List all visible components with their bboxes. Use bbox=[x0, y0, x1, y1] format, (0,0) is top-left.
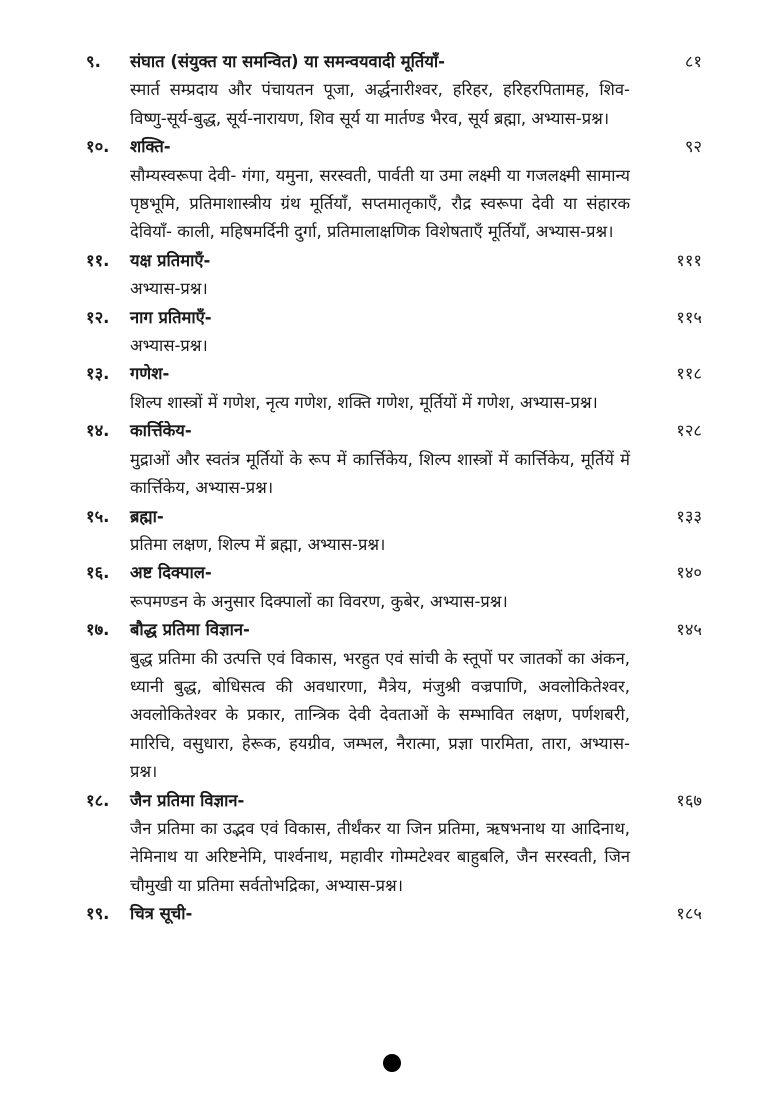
entry-heading bbox=[86, 559, 702, 587]
chapter-topics: रूपमण्डन के अनुसार दिक्पालों का विवरण, कुबेर, अभ्यास-प्रश्न। bbox=[130, 591, 508, 611]
chapter-number: १५. bbox=[86, 506, 110, 526]
chapter-number: १४. bbox=[86, 421, 110, 441]
entry-heading bbox=[86, 133, 702, 161]
entry-heading bbox=[86, 787, 702, 815]
toc-entry bbox=[86, 304, 702, 361]
chapter-title: नाग प्रतिमाएँ- bbox=[130, 307, 212, 327]
chapter-number: १६. bbox=[86, 563, 110, 583]
toc-entry bbox=[86, 900, 702, 928]
page-number: १३३ bbox=[676, 506, 702, 526]
chapter-number: ११. bbox=[86, 250, 110, 270]
chapter-topics: शिल्प शास्त्रों में गणेश, नृत्य गणेश, शक्ति गणेश, मूर्तियों में गणेश, अभ्यास-प्रश्न। bbox=[130, 392, 598, 412]
page-number: १६७ bbox=[676, 790, 702, 810]
chapter-topics: प्रतिमा लक्षण, शिल्प में ब्रह्मा, अभ्यास-प्रश्न। bbox=[130, 534, 386, 554]
chapter-topics: स्मार्त सम्प्रदाय और पंचायतन पूजा, अर्द्धनारीश्वर, हरिहर, हरिहरपितामह, शिव-विष्णु-सूर्य-बुद्ध, सूर्य-नारायण, शिव सूर्य या मार्तण्ड भैरव, सूर्य ब्रह्मा, अभ्यास-प्रश्न। bbox=[130, 80, 630, 128]
chapter-topics: सौम्यस्वरूपा देवी- गंगा, यमुना, सरस्वती, पार्वती या उमा लक्ष्मी या गजलक्ष्मी सामान्य पृष्ठभूमि, प्रतिमाशास्त्रीय ग्रंथ मूर्तियाँ, सप्तमातृकाएँ, रौद्र स्वरूपा देवी या संहारक देवियाँ- काली, महिषमर्दिनी दुर्गा, प्रतिमालाक्षणिक विशेषताएँ मूर्तियाँ, अभ्यास-प्रश्न। bbox=[130, 165, 630, 242]
toc-entry bbox=[86, 559, 702, 616]
entry-heading bbox=[86, 503, 702, 531]
chapter-title: जैन प्रतिमा विज्ञान- bbox=[130, 790, 245, 810]
chapter-title: अष्ट दिक्पाल- bbox=[130, 563, 212, 583]
toc-entry bbox=[86, 417, 702, 502]
entry-heading bbox=[86, 360, 702, 388]
chapter-topics: अभ्यास-प्रश्न। bbox=[130, 279, 208, 299]
chapter-title: बौद्ध प्रतिमा विज्ञान- bbox=[130, 620, 250, 640]
chapter-title: चित्र सूची- bbox=[130, 904, 193, 924]
chapter-topics: मुद्राओं और स्वतंत्र मूर्तियों के रूप में कार्त्तिकेय, शिल्प शास्त्रों में कार्त्तिकेय, मूर्तियें में कार्त्तिकेय, अभ्यास-प्रश्न। bbox=[130, 449, 630, 498]
entry-heading bbox=[86, 304, 702, 332]
entry-heading bbox=[86, 616, 702, 644]
entry-heading bbox=[86, 417, 702, 445]
entry-heading bbox=[86, 900, 702, 928]
chapter-title: कार्त्तिकेय- bbox=[130, 421, 192, 441]
chapter-topics: जैन प्रतिमा का उद्भव एवं विकास, तीर्थंकर या जिन प्रतिमा, ऋषभनाथ या आदिनाथ, नेमिनाथ या अरिष्टनेमि, पार्श्वनाथ, महावीर गोम्मटेश्वर बाहुबलि, जैन सरस्वती, जिन चौमुखी या प्रतिमा सर्वतोभद्रिका, अभ्यास-प्रश्न। bbox=[130, 818, 630, 895]
chapter-title: संघात (संयुक्त या समन्वित) या समन्वयवादी मूर्तियाँ- bbox=[130, 52, 446, 71]
entry-heading bbox=[86, 247, 702, 275]
chapter-number: १८. bbox=[86, 790, 110, 810]
page-number: ११५ bbox=[676, 307, 702, 327]
chapter-number: १२. bbox=[86, 307, 110, 327]
page-number: १११ bbox=[676, 250, 702, 270]
toc-entry bbox=[86, 787, 702, 901]
chapter-title: ब्रह्मा- bbox=[130, 506, 164, 526]
chapter-title: गणेश- bbox=[130, 364, 170, 384]
table-of-contents bbox=[86, 48, 702, 929]
entry-heading bbox=[86, 48, 702, 76]
page-number: ११८ bbox=[676, 364, 702, 384]
chapter-number: ९. bbox=[86, 52, 101, 71]
page-number: ८१ bbox=[684, 52, 702, 71]
chapter-topics: बुद्ध प्रतिमा की उत्पत्ति एवं विकास, भरहुत एवं सांची के स्तूपों पर जातकों का अंकन, ध्यानी बुद्ध, बोधिसत्व की अवधारणा, मैत्रेय, मंजुश्री वज्रपाणि, अवलोकितेश्वर, अवलोकितेश्वर के प्रकार, तान्त्रिक देवी देवताओं के सम्भावित लक्षण, पर्णशबरी, मारिचि, वसुधारा, हेरूक, हयग्रीव, जम्भल, नैरात्मा, प्रज्ञा पारमिता, तारा, अभ्यास-प्रश्न। bbox=[130, 648, 630, 782]
toc-entry bbox=[86, 48, 702, 133]
chapter-title: यक्ष प्रतिमाएँ- bbox=[130, 250, 211, 270]
chapter-number: १०. bbox=[86, 137, 110, 157]
toc-entry bbox=[86, 616, 702, 786]
chapter-title: शक्ति- bbox=[130, 137, 171, 157]
page-number: ९२ bbox=[684, 137, 702, 157]
page-marker-dot bbox=[383, 1054, 401, 1072]
page-number: १४० bbox=[676, 563, 702, 583]
page-number: १४५ bbox=[676, 620, 702, 640]
chapter-number: १९. bbox=[86, 904, 110, 924]
page-number: १८५ bbox=[676, 904, 702, 924]
toc-entry bbox=[86, 360, 702, 417]
toc-entry bbox=[86, 133, 702, 247]
chapter-number: १३. bbox=[86, 364, 110, 384]
page-number: १२८ bbox=[676, 421, 702, 441]
chapter-number: १७. bbox=[86, 620, 110, 640]
toc-entry bbox=[86, 503, 702, 560]
toc-entry bbox=[86, 247, 702, 304]
chapter-topics: अभ्यास-प्रश्न। bbox=[130, 336, 208, 356]
